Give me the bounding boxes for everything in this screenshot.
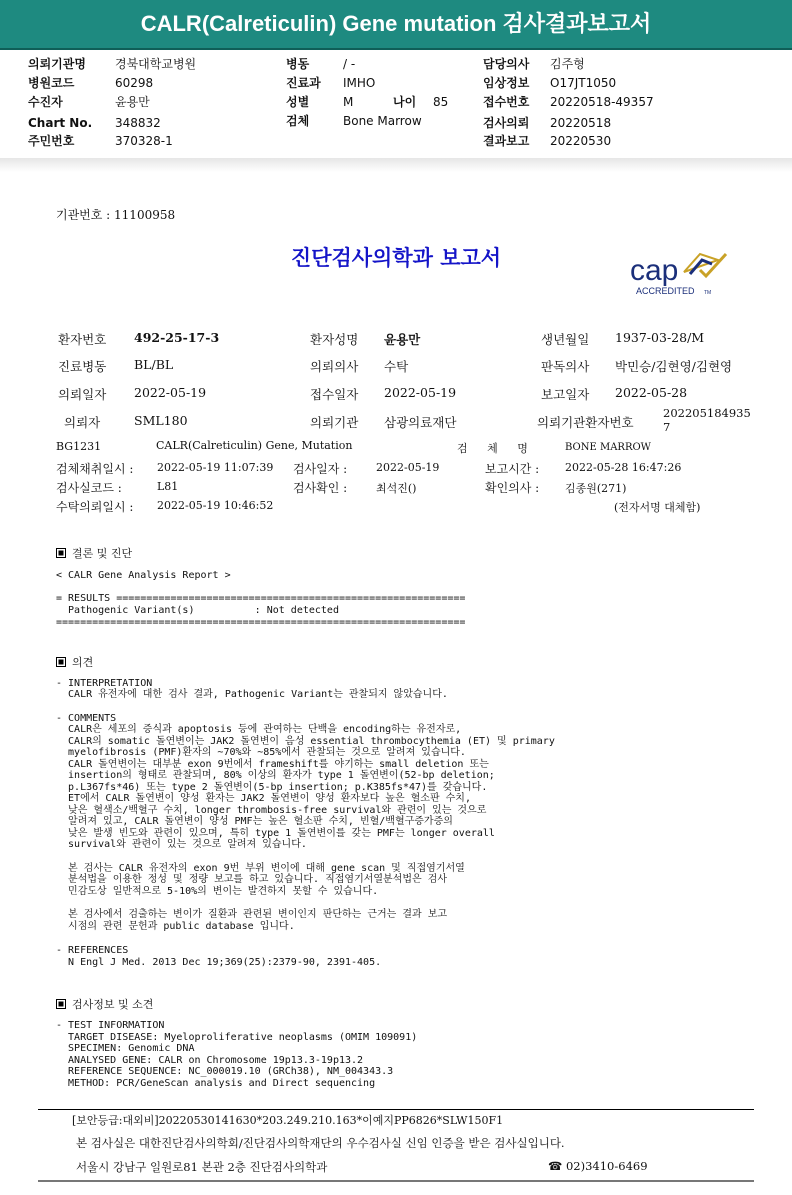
grid-value: 2022-05-19 [134,385,207,400]
grid-label: 의뢰의사 [310,359,359,374]
report-document [0,170,792,1195]
svg-text:ACCREDITED: ACCREDITED [636,286,695,296]
meta-label: Chart No. [28,116,93,130]
e-signature-note: (전자서명 대체함) [614,501,701,514]
mono-line: CALR 돌연변이는 대부분 exon 9번에서 frameshift를 야기하는 small deletion 또는 [56,759,489,770]
mono-line: survival와 관련이 있는 것으로 알려져 있습니다. [56,839,307,850]
agency-number: 기관번호 : 11100958 [56,208,176,222]
grid-value: 윤용만 [384,332,421,347]
meta-label: 병동 [286,57,310,71]
mono-line: REFERENCE SEQUENCE: NC_000019.10 (GRCh38), NM_004343.3 [56,1066,394,1077]
grid-value: 1937-03-28/M [615,330,705,345]
meta-value: 경북대학교병원 [115,57,197,71]
test-code: BG1231 [56,440,102,453]
mono-line: 본 검사에서 검출하는 변이가 질환과 관련된 변이인지 판단하는 근거는 결과 보고 [56,909,448,920]
meta-value: O17JT1050 [550,76,617,90]
mono-line: = RESULTS ========================================================== [56,593,466,604]
row-label: 검체채취일시 : [56,462,134,476]
report-header-title: CALR(Calreticulin) Gene mutation 검사결과보고서 [140,11,652,36]
meta-label: 검사의뢰 [483,116,530,130]
row-label: 확인의사 : [485,481,540,495]
row-value: 2022-05-19 [376,461,440,474]
mono-line: 분석법을 이용한 정성 및 정량 보고를 하고 있습니다. 직접염기서열분석법은 검사 [56,874,448,885]
mono-line: 본 검사는 CALR 유전자의 exon 9번 부위 변이에 대해 gene scan 및 직접염기서열 [56,863,465,874]
test-name: CALR(Calreticulin) Gene, Mutation [156,439,353,452]
mono-line: ==================================================================== [56,617,466,628]
meta-label: 나이 [393,95,417,109]
mono-line: myelofibrosis (PMF)환자의 ~70%와 ~85%에서 관찰되는 것으로 알려져 있습니다. [56,747,466,758]
mono-line: CALR 유전자에 대한 검사 결과, Pathogenic Variant는 관찰되지 않았습니다. [56,689,448,700]
meta-label: 임상정보 [483,76,530,90]
grid-value: 492-25-17-3 [134,330,220,345]
meta-value: 윤용만 [115,95,150,109]
checkbox-icon [56,657,66,667]
row-value: 최석진() [376,482,417,495]
security-line: [보안등급:대외비]20220530141630*203.249.210.163*이예지PP6826*SLW150F1 [72,1114,504,1127]
grid-value: 2022-05-28 [615,385,688,400]
mono-line: TARGET DISEASE: Myeloproliferative neoplasms (OMIM 109091) [56,1032,418,1043]
grid-value: 수탁 [384,359,409,374]
footer-rule [38,1109,754,1110]
grid-label: 접수일자 [310,387,359,402]
grid-value: BL/BL [134,357,174,372]
row-value: L81 [157,480,179,493]
row-value: 2022-05-28 16:47:26 [565,461,682,474]
meta-value: 85 [433,95,449,109]
meta-value: 60298 [115,76,154,90]
grid-label: 의뢰자 [64,415,101,430]
mono-line: < CALR Gene Analysis Report > [56,570,231,581]
mono-line: METHOD: PCR/GeneScan analysis and Direct sequencing [56,1078,376,1089]
footer-bottom-rule [38,1180,754,1182]
mono-line: - COMMENTS [56,713,117,724]
svg-text:cap: cap [630,254,679,287]
meta-label: 결과보고 [483,134,530,148]
mono-line: - REFERENCES [56,945,129,956]
grid-value: 삼광의료재단 [384,415,457,430]
svg-text:TM: TM [704,290,712,296]
mono-line: N Engl J Med. 2013 Dec 19;369(25):2379-90, 2391-405. [56,957,382,968]
section-test-info-heading: 검사정보 및 소견 [56,996,153,1012]
mono-line: 알려져 있고, CALR 돌연변이 양성 PMF는 높은 혈소판 수치, 빈혈/백혈구증가증의 [56,816,453,827]
mono-line: CALR의 somatic 돌연변이는 JAK2 돌연변이 음성 essential thrombocythemia (ET) 및 primary [56,736,555,747]
checkbox-icon [56,999,66,1009]
meta-label: 담당의사 [483,57,530,71]
grid-label: 판독의사 [541,359,590,374]
grid-label: 의뢰일자 [58,387,107,402]
mono-line: SPECIMEN: Genomic DNA [56,1043,195,1054]
certification-text: 본 검사실은 대한진단검사의학회/진단검사의학재단의 우수검사실 신임 인증을 받은 검사실입니다. [76,1136,565,1150]
grid-label: 보고일자 [541,387,590,402]
grid-label: 의뢰기관 [310,415,359,430]
mono-line: 민감도상 일반적으로 5-10%의 변이는 발견하지 못할 수 있습니다. [56,886,379,897]
row-value: 2022-05-19 11:07:39 [157,461,274,474]
grid-label: 환자번호 [58,332,107,347]
row-label: 검사확인 : [293,481,348,495]
cap-accredited-logo [628,250,728,296]
mono-line: ET에서 CALR 돌연변이 양성 환자는 JAK2 돌연변이 양성 환자보다 높은 혈소판 수치, [56,793,471,804]
grid-label: 생년월일 [541,332,590,347]
mono-line: CALR은 세포의 증식과 apoptosis 등에 관여하는 단백을 encoding하는 유전자로, [56,724,462,735]
lab-address: 서울시 강남구 일원로81 본관 2층 진단검사의학과 [76,1160,328,1174]
meta-label: 병원코드 [28,76,75,90]
mono-line: 낮은 혈색소/백혈구 수치, longer thrombosis-free survival와 관련이 있는 것으로 [56,805,487,816]
mono-line: - INTERPRETATION [56,678,153,689]
mono-line: insertion의 형태로 관찰되며, 80% 이상의 환자가 type 1 돌연변이(52-bp deletion; [56,770,495,781]
meta-value: 20220518-49357 [550,95,654,109]
report-header-bar [0,0,792,50]
meta-value: 370328-1 [115,134,173,148]
lab-phone: ☎ 02)3410-6469 [548,1159,648,1173]
meta-value: 20220518 [550,116,612,130]
grid-value: 7 [663,420,671,434]
row-label: 검사일자 : [293,462,348,476]
meta-label: 검체 [286,114,310,128]
mono-line: 낮은 발생 빈도와 관련이 있으며, 특히 type 1 돌연변이를 갖는 PMF는 longer overall [56,828,495,839]
meta-label: 진료과 [286,76,321,90]
meta-value: Bone Marrow [343,114,422,128]
specimen-value: BONE MARROW [565,442,651,453]
grid-label: 진료병동 [58,359,107,374]
row-label: 검사실코드 : [56,481,122,495]
mono-line: 시점의 관련 문헌과 public database 입니다. [56,921,295,932]
mono-line: ANALYSED GENE: CALR on Chromosome 19p13.3-19p13.2 [56,1055,364,1066]
meta-value: M [343,95,354,109]
meta-label: 접수번호 [483,95,530,109]
grid-value: SML180 [134,413,188,428]
specimen-label: 검 체 명 [457,442,536,455]
mono-line: - TEST INFORMATION [56,1020,165,1031]
row-value: 김종원(271) [565,482,627,495]
meta-value: IMHO [343,76,376,90]
mono-line: Pathogenic Variant(s) : Not detected [56,605,339,616]
meta-label: 주민번호 [28,134,75,148]
grid-value: 202205184935 [663,406,751,420]
grid-label: 의뢰기관환자번호 [537,415,634,430]
meta-value: / - [343,57,356,71]
grid-value: 2022-05-19 [384,385,457,400]
meta-value: 김주형 [550,57,585,71]
grid-label: 환자성명 [310,332,359,347]
row-value: 2022-05-19 10:46:52 [157,499,274,512]
meta-label: 성별 [286,95,310,109]
row-label: 수탁의뢰일시 : [56,500,134,514]
meta-value: 20220530 [550,134,612,148]
meta-label: 의뢰기관명 [28,57,86,71]
meta-label: 수진자 [28,95,63,109]
grid-value: 박민승/김현영/김현영 [615,359,733,374]
section-opinion-heading: 의견 [56,654,93,670]
report-title: 진단검사의학과 보고서 [290,245,502,270]
row-label: 보고시간 : [485,462,540,476]
section-conclusion-heading: 결론 및 진단 [56,545,132,561]
checkbox-icon [56,548,66,558]
meta-value: 348832 [115,116,161,130]
mono-line: p.L367fs*46) 또는 type 2 돌연변이(5-bp insertion; p.K385fs*47)를 갖습니다. [56,782,488,793]
